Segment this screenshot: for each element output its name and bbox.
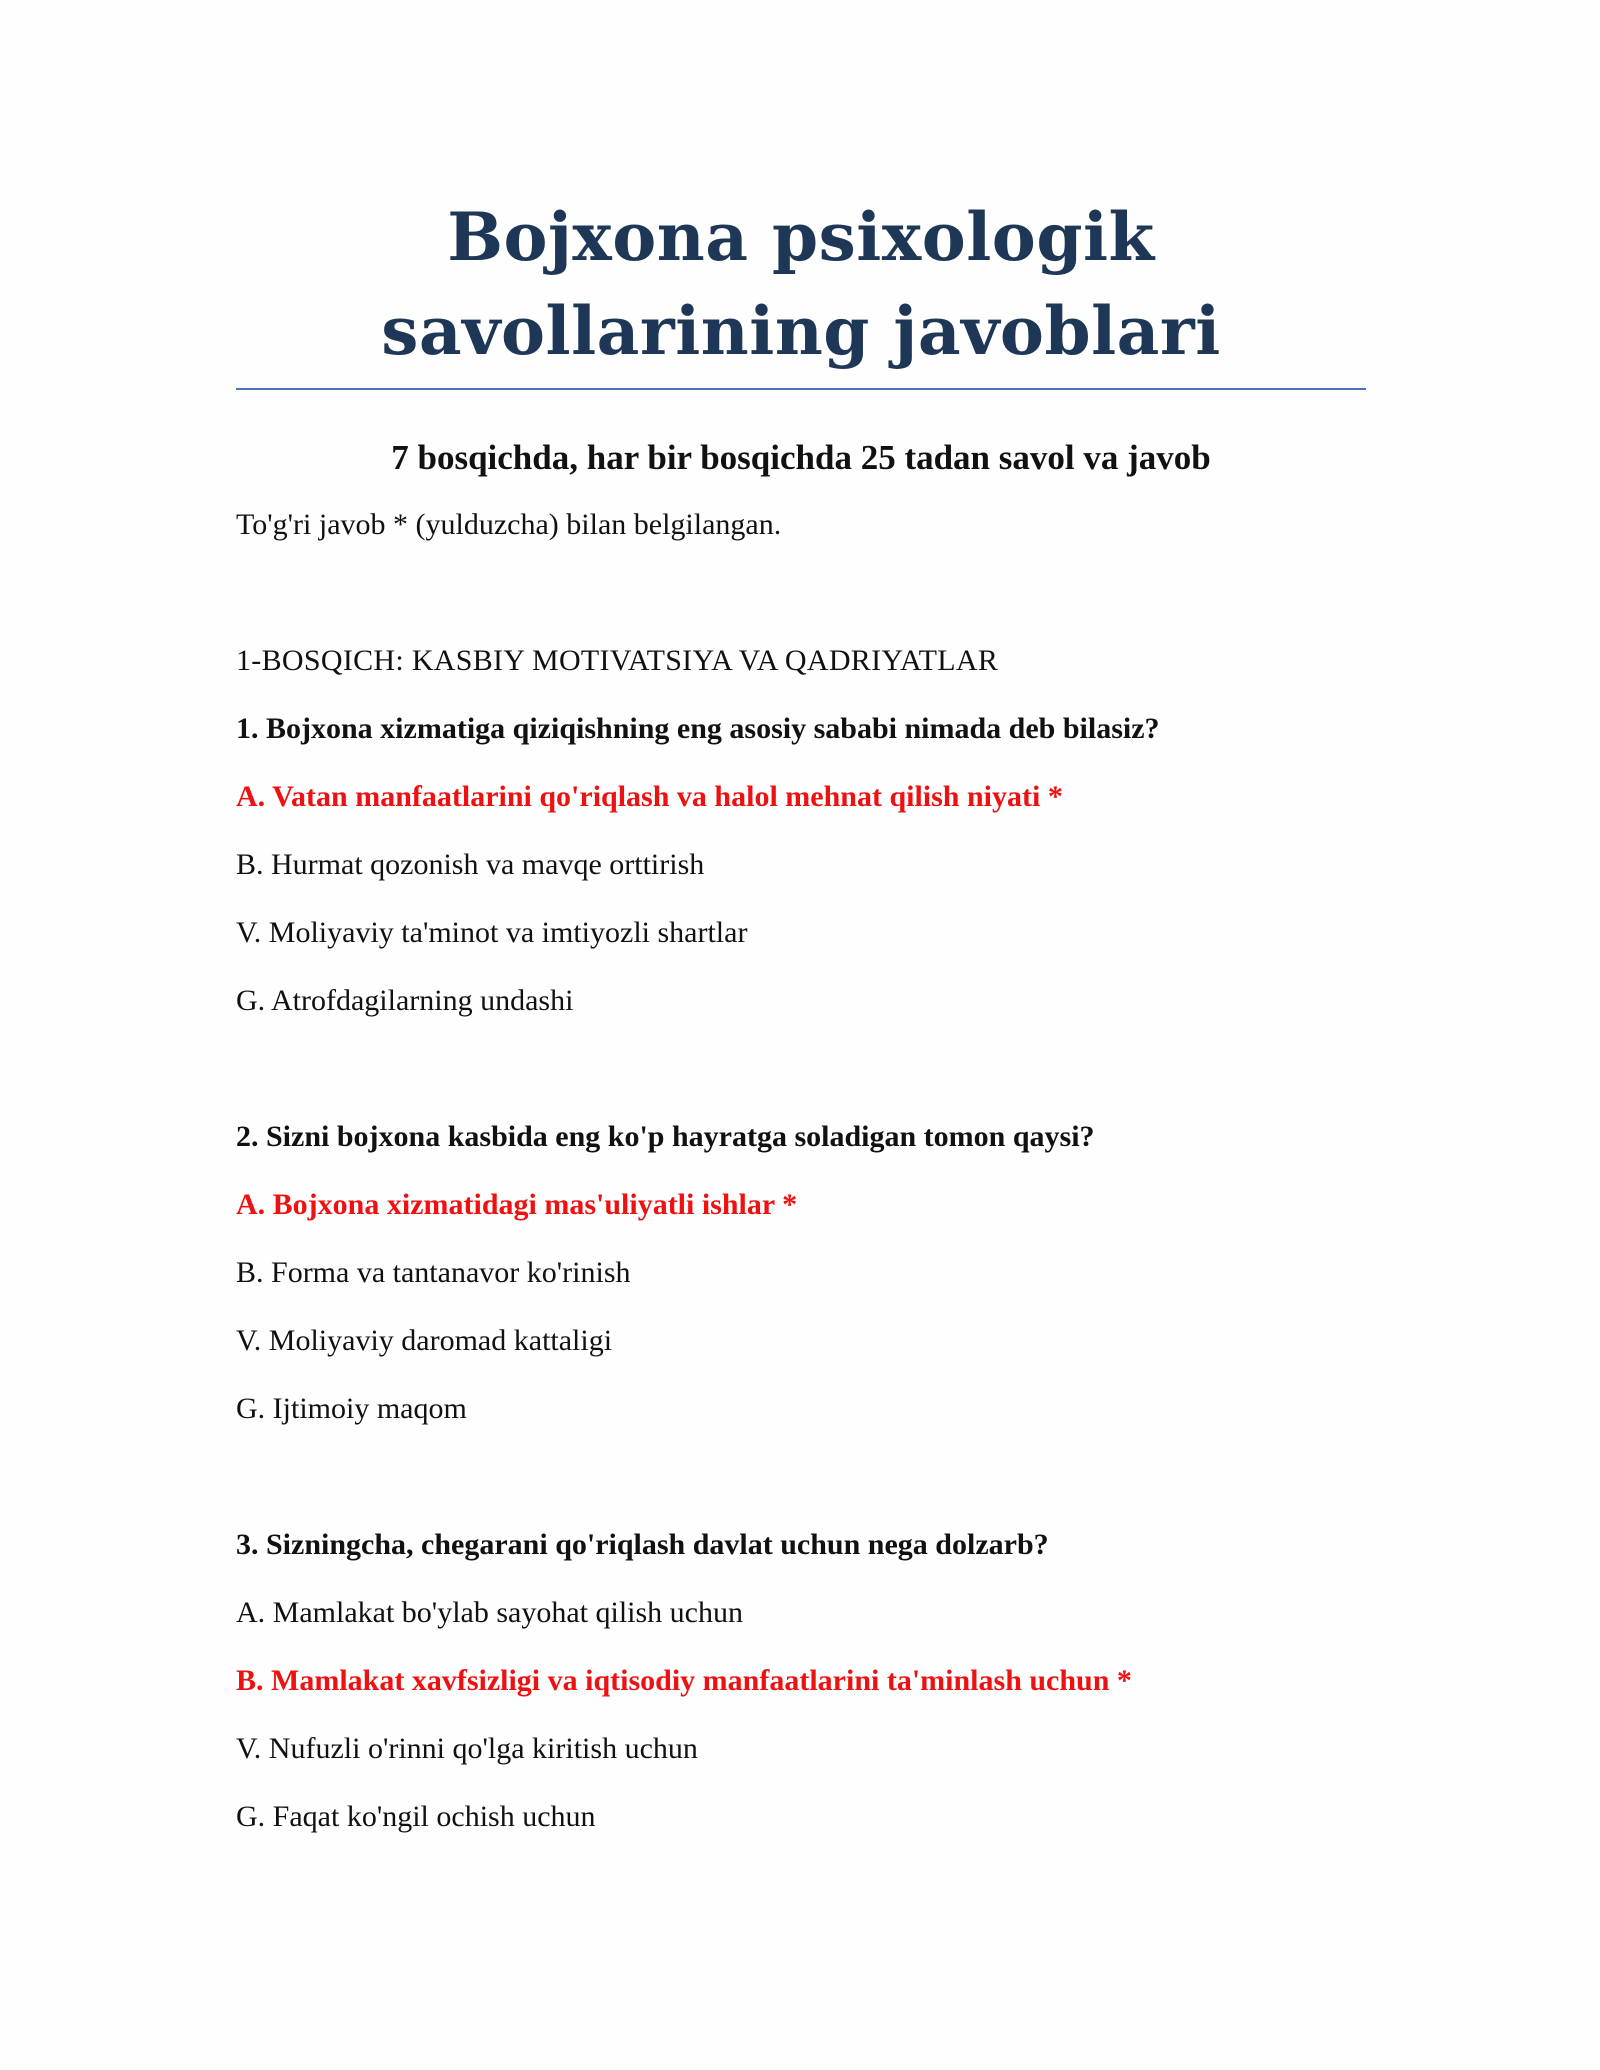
answer-option: G. Atrofdagilarning undashi: [236, 984, 574, 1017]
answer-option: A. Mamlakat bo'ylab sayohat qilish uchun: [236, 1596, 743, 1629]
answer-option: V. Moliyaviy daromad kattaligi: [236, 1324, 613, 1357]
correct-answer-option: A. Bojxona xizmatidagi mas'uliyatli ishlar *: [236, 1188, 798, 1221]
correct-answer-option: B. Mamlakat xavfsizligi va iqtisodiy manfaatlarini ta'minlash uchun *: [236, 1664, 1132, 1697]
title-line-1: Bojxona psixologik: [447, 198, 1155, 276]
answer-option: G. Faqat ko'ngil ochish uchun: [236, 1800, 596, 1833]
stage-heading: 1-BOSQICH: KASBIY MOTIVATSIYA VA QADRIYATLAR: [236, 644, 999, 677]
question-text: 1. Bojxona xizmatiga qiziqishning eng asosiy sababi nimada deb bilasiz?: [236, 712, 1160, 745]
answer-option: B. Forma va tantanavor ko'rinish: [236, 1256, 631, 1289]
answer-option: G. Ijtimoiy maqom: [236, 1392, 467, 1425]
question-block: [236, 708, 1366, 1022]
document-page: [236, 190, 1366, 1838]
question-block: [236, 1116, 1366, 1430]
title-line-2: savollarining javoblari: [381, 292, 1221, 370]
subtitle: 7 bosqichda, har bir bosqichda 25 tadan savol va javob: [391, 438, 1211, 477]
question-text: 2. Sizni bojxona kasbida eng ko'p hayratga soladigan tomon qaysi?: [236, 1120, 1095, 1153]
question-block: [236, 1524, 1366, 1838]
correct-answer-option: A. Vatan manfaatlarini qo'riqlash va halol mehnat qilish niyati *: [236, 780, 1063, 813]
page-title: [236, 190, 1366, 378]
answer-option: V. Moliyaviy ta'minot va imtiyozli shartlar: [236, 916, 748, 949]
question-text: 3. Sizningcha, chegarani qo'riqlash davlat uchun nega dolzarb?: [236, 1528, 1049, 1561]
answer-option: V. Nufuzli o'rinni qo'lga kiritish uchun: [236, 1732, 698, 1765]
answer-key-note: To'g'ri javob * (yulduzcha) bilan belgilangan.: [236, 508, 782, 541]
title-divider: [236, 388, 1366, 390]
answer-option: B. Hurmat qozonish va mavqe orttirish: [236, 848, 705, 881]
